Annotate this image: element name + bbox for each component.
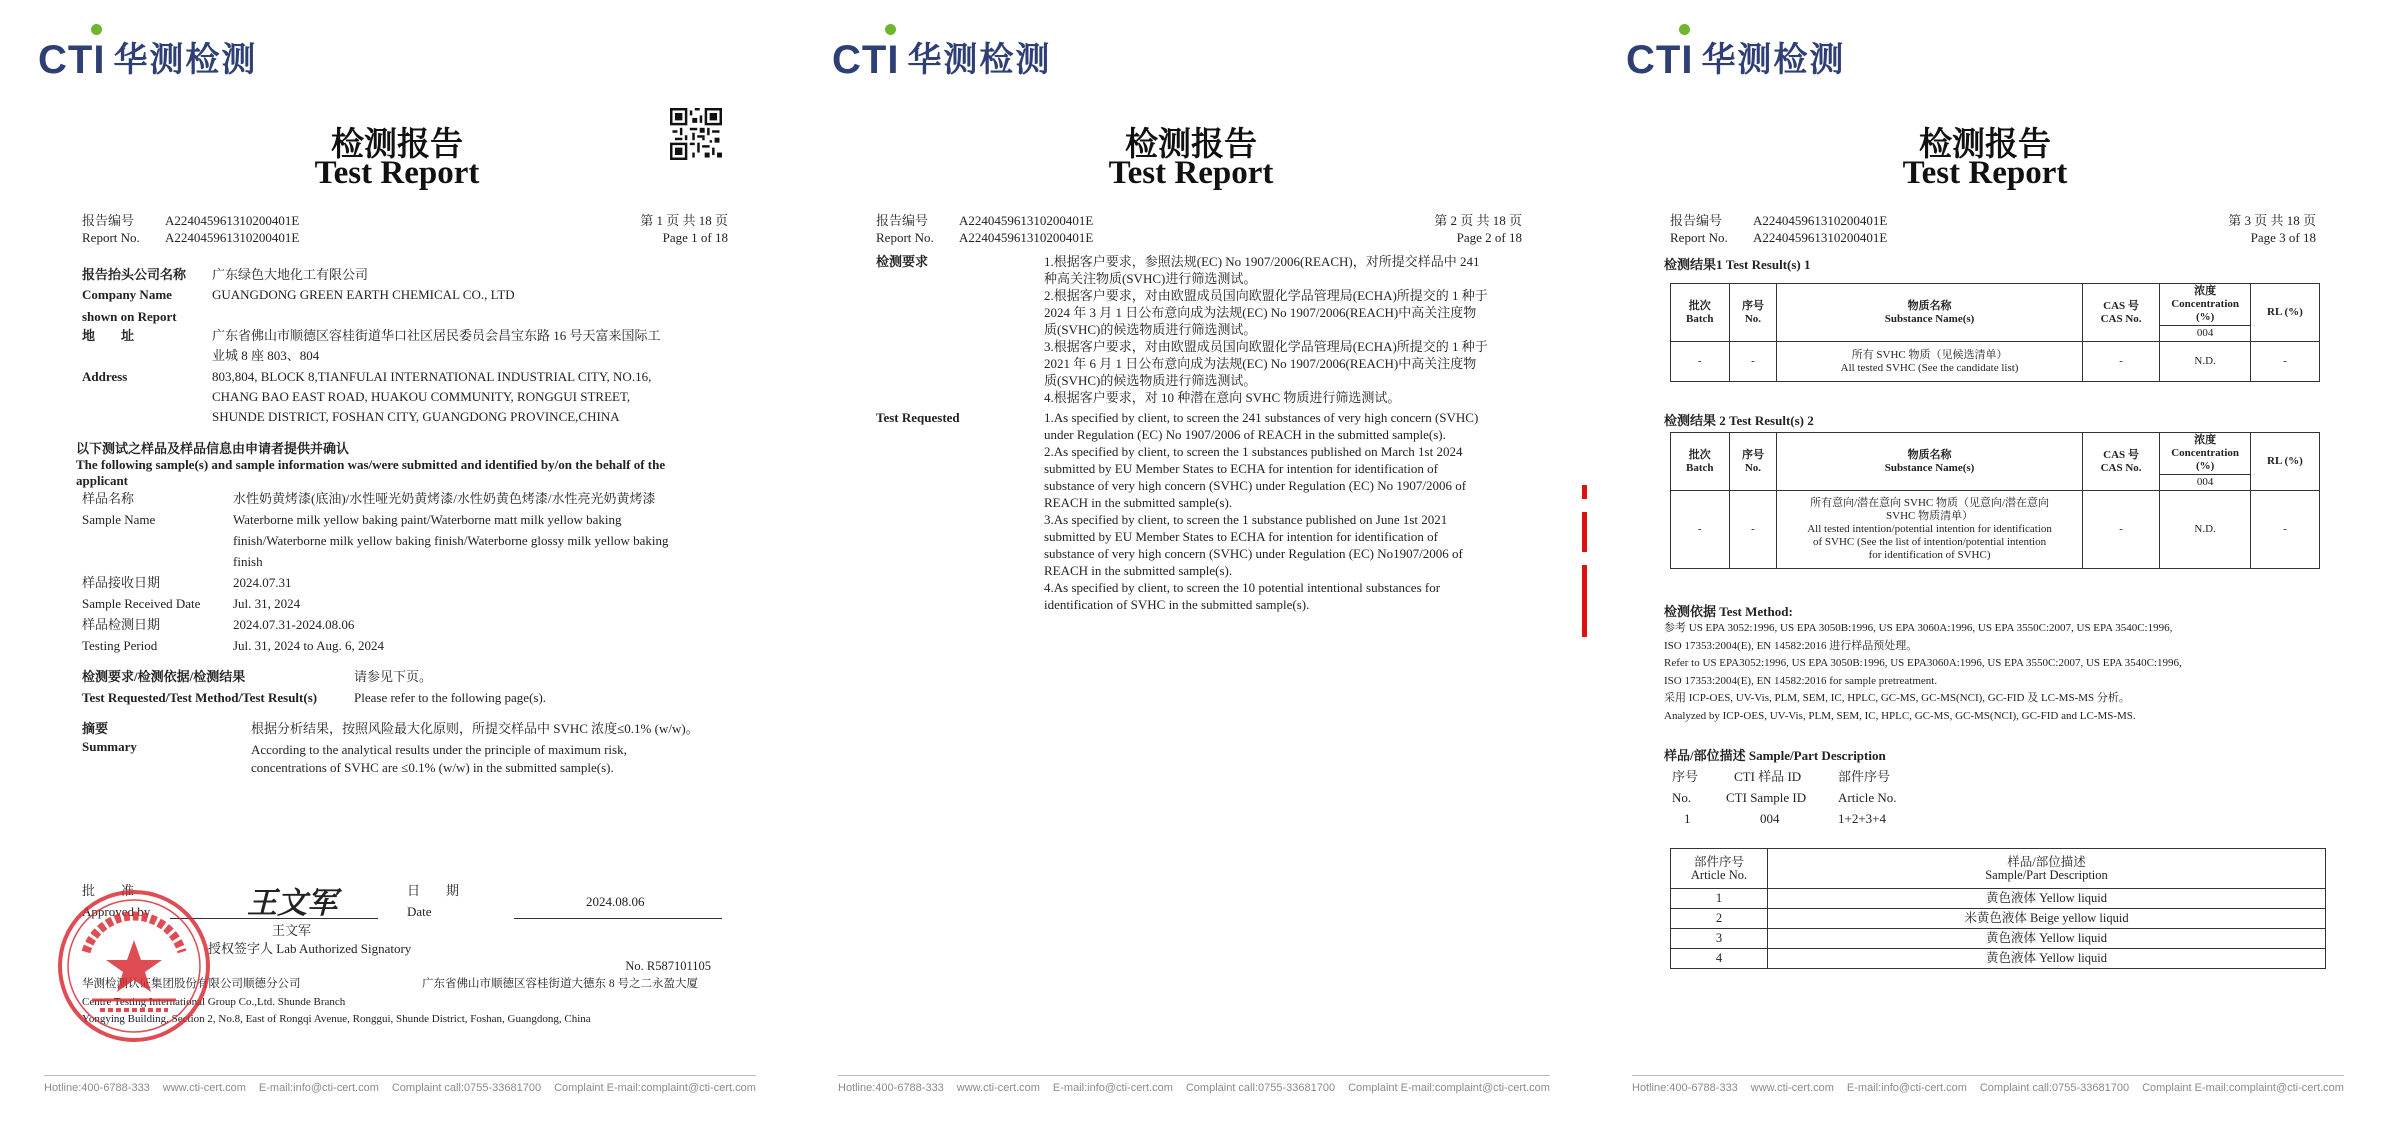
requirement-en-line: 1.As specified by client, to screen the 241 substances of very high concern (SVHC) [1044,410,1479,425]
summary-label-en: Summary [82,739,137,754]
footer-complaint-call: Complaint call:0755-33681700 [1185,1082,1336,1094]
header-no-cn: 序号 [1741,448,1764,461]
logo-text: CTI [1626,38,1694,82]
date-label-en: Date [407,904,432,919]
requirements-label-en: Test Requested/Test Method/Test Result(s) [82,690,318,705]
cell-substance-en-3: for identification of SVHC) [1868,549,1991,561]
signatory-name: 王文军 [272,923,312,938]
sample-description-title: 样品/部位描述 Sample/Part Description [1664,748,1886,763]
test-method-line: 参考 US EPA 3052:1996, US EPA 3050B:1996, US EPA 3060A:1996, US EPA 3550C:2007, US EPA 3540C:1996, [1664,622,2173,634]
testing-value-cn: 2024.07.31-2024.08.06 [233,617,355,632]
requirement-cn-line: 1.根据客户要求，参照法规(EC) No 1907/2006(REACH)，对所提交样品中 241 [1044,254,1480,269]
header-batch-cn: 批次 [1688,299,1711,312]
header-rl: RL (%) [2250,284,2319,342]
header-cas-en: CAS No. [2100,461,2142,474]
header-no-cn: 序号 [1741,299,1764,312]
footer-website: www.cti-cert.com [1750,1082,1834,1094]
page-edge-mark [1582,565,1587,637]
report-no-label-cn: 报告编号 [1670,213,1723,228]
date-line [514,918,722,919]
test-method-line: Analyzed by ICP-OES, UV-Vis, PLM, SEM, IC, HPLC, GC-MS, GC-MS(NCI), GC-FID and LC-MS-MS. [1664,709,2136,722]
page-number-cn: 第 2 页 共 18 页 [1434,213,1522,228]
date-value: 2024.08.06 [586,894,645,909]
desc-row-no: 1 [1684,811,1691,826]
summary-en-1: According to the analytical results under the principle of maximum risk, [251,742,627,757]
cell-batch: - [1671,491,1730,569]
report-no-value-en: A2240459613102004​01E [959,230,1094,245]
requirement-en-line: substance of very high concern (SVHC) under Regulation (EC) No1907/2006 of [1044,546,1463,561]
header-substance-cn: 物质名称 [1907,299,1952,312]
desc-row-id: 004 [1760,811,1780,826]
header-no-en: No. [1744,461,1762,474]
requirement-en-line: 2.As specified by client, to screen the 1 substances published on March 1st 2024 [1044,444,1463,459]
page-number-en: Page 3 of 18 [2250,230,2316,245]
cell-cas: - [2082,491,2160,569]
footer-hotline: Hotline:400-6788-333 [838,1082,944,1094]
part-no: 2 [1671,909,1768,929]
sample-name-label-cn: 样品名称 [82,491,135,506]
report-no-value-en: A2240459613102004​01E [165,230,300,245]
result-2-title: 检测结果 2 Test Result(s) 2 [1664,413,1814,428]
cell-no: - [1729,491,1777,569]
header-batch-cn: 批次 [1688,448,1711,461]
title-en: Test Report [1108,155,1274,191]
footer-complaint-email: Complaint E-mail:complaint@cti-cert.com [1348,1082,1550,1094]
logo-dot-icon [91,24,102,35]
received-label-en: Sample Received Date [82,596,201,611]
requirement-en-line: REACH in the submitted sample(s). [1044,495,1233,510]
page-number-en: Page 2 of 18 [1456,230,1522,245]
sample-name-en-1: Waterborne milk yellow baking paint/Waterborne matt milk yellow baking [233,512,622,527]
page-footer [44,1075,756,1094]
test-method-title: 检测依据 Test Method: [1664,604,1793,619]
logo-dot-icon [1679,24,1690,35]
desc-header-no-en: No. [1672,790,1692,805]
company-name-en: GUANGDONG GREEN EARTH CHEMICAL CO., LTD [212,287,515,302]
address-en-3: SHUNDE DISTRICT, FOSHAN CITY, GUANGDONG PROVINCE,CHINA [212,409,620,424]
red-seal-stamp-icon [56,888,212,1044]
footer-complaint-call: Complaint call:0755-33681700 [1979,1082,2130,1094]
address-en-1: 803,804, BLOCK 8,TIANFULAI INTERNATIONAL INDUSTRIAL CITY, NO.16, [212,369,652,384]
cti-logo [832,30,1051,80]
cell-rl: - [2250,491,2319,569]
header-no-en: No. [1744,312,1762,325]
test-method-line: 采用 ICP-OES, UV-Vis, PLM, SEM, IC, HPLC, GC-MS, GC-MS(NCI), GC-FID 及 LC-MS-MS 分析。 [1664,692,2130,704]
report-no-value: A2240459613102004​01E [1753,213,1888,228]
company-name-cn: 广东绿色大地化工有限公司 [212,267,369,282]
report-page-1 [0,0,794,1123]
sample-intro-en-1: The following sample(s) and sample information was/were submitted and identified by/on the behalf of the [76,457,666,472]
test-method-line: ISO 17353:2004(E), EN 14582:2016 进行样品预处理。 [1664,639,1918,652]
part-header-desc-cn: 样品/部位描述 [2007,854,2086,869]
issuer-cn: 华测检测认证集团股份有限公司顺德分公司 [82,978,301,990]
requirement-en-line: substance of very high concern (SVHC) under Regulation (EC) No 1907/2006 of [1044,478,1467,493]
address-cn-2: 业城 8 座 803、804 [212,348,320,363]
report-no-label-en: Report No. [82,230,140,245]
report-no-label-cn: 报告编号 [876,213,929,228]
footer-complaint-email: Complaint E-mail:complaint@cti-cert.com [554,1082,756,1094]
header-conc-unit: (%) [2195,311,2215,323]
cell-no: - [1729,342,1777,382]
table-row [1671,889,2326,909]
report-no-value-en: A2240459613102004​01E [1753,230,1888,245]
part-desc: 黄色液体 Yellow liquid [1768,889,2326,909]
test-method-line: ISO 17353:2004(E), EN 14582:2016 for sample pretreatment. [1664,674,1938,687]
requirement-en-line: 4.As specified by client, to screen the 10 potential intentional substances for [1044,580,1441,595]
report-no-value: A2240459613102004​01E [165,213,300,228]
table-row [1671,929,2326,949]
title-en: Test Report [314,155,480,191]
requirement-cn-line: 2024 年 3 月 1 日公布意向成为法规(EC) No 1907/2006(REACH)中高关注度物 [1044,305,1477,320]
report-no-label-en: Report No. [1670,230,1728,245]
test-requested-label-cn: 检测要求 [876,254,929,269]
title-cn: 检测报告 [1919,124,2051,163]
testing-label-cn: 样品检测日期 [82,617,161,632]
summary-en-2: concentrations of SVHC are ≤0.1% (w/w) in the submitted sample(s). [251,760,614,775]
cti-logo [38,30,257,80]
handwritten-signature: 王文军 [247,886,337,921]
cell-batch: - [1671,342,1730,382]
report-no-label-cn: 报告编号 [82,213,135,228]
desc-header-article-en: Article No. [1838,790,1897,805]
part-no: 1 [1671,889,1768,909]
desc-header-article-cn: 部件序号 [1838,769,1891,784]
table-row [1671,949,2326,969]
part-description-table [1670,848,2326,969]
logo-text: CTI [832,38,900,82]
requirement-en-line: 3.As specified by client, to screen the 1 substance published on June 1st 2021 [1044,512,1448,527]
result-1-title: 检测结果1 Test Result(s) 1 [1664,257,1811,272]
header-conc-cn: 浓度 [2194,285,2217,297]
part-header-article-en: Article No. [1690,867,1748,882]
footer-hotline: Hotline:400-6788-333 [44,1082,150,1094]
requirements-cn-list [1044,253,1564,406]
requirement-cn-line: 2021 年 6 月 1 日公布意向成为法规(EC) No 1907/2006(REACH)中高关注度物 [1044,356,1477,371]
header-sample-id: 004 [2160,475,2250,491]
test-method-list [1664,620,2364,725]
page-number-cn: 第 1 页 共 18 页 [640,213,728,228]
header-substance-en: Substance Name(s) [1884,461,1975,474]
part-desc: 黄色液体 Yellow liquid [1768,929,2326,949]
address-label-cn: 地 址 [82,328,135,343]
requirements-en-list [1044,409,1564,613]
desc-header-no-cn: 序号 [1672,769,1699,784]
part-header-article-cn: 部件序号 [1693,854,1744,869]
report-page-3 [1588,0,2382,1123]
received-value-cn: 2024.07.31 [233,575,292,590]
footer-email: E-mail:info@cti-cert.com [1846,1082,1967,1094]
page-edge-mark [1582,485,1587,499]
requirement-en-line: REACH in the submitted sample(s). [1044,563,1233,578]
report-no-value: A2240459613102004​01E [959,213,1094,228]
desc-header-id-cn: CTI 样品 ID [1734,769,1802,784]
desc-header-id-en: CTI Sample ID [1726,790,1807,805]
sample-name-cn: 水性奶黄烤漆(底油)/水性哑光奶黄烤漆/水性奶黄色烤漆/水性亮光奶黄烤漆 [233,491,656,506]
title-en: Test Report [1902,155,2068,191]
testing-value-en: Jul. 31, 2024 to Aug. 6, 2024 [233,638,384,653]
address-cn-1: 广东省佛山市顺德区容桂街道华口社区居民委员会昌宝东路 16 号天富来国际工 [212,328,661,343]
company-label-en-2: shown on Report [82,309,177,324]
logo-dot-icon [885,24,896,35]
address-label-en: Address [82,369,128,384]
issuer-address-en: Yongying Building, Section 2, No.8, East of Rongqi Avenue, Ronggui, Shunde District, Foshan, Guangdong, China [82,1013,591,1025]
header-rl: RL (%) [2250,433,2319,491]
result-1-table [1670,283,2320,382]
sample-intro-cn: 以下测试之样品及样品信息由申请者提供并确认 [76,441,350,456]
requirement-cn-line: 种高关注物质(SVHC)进行筛选测试。 [1044,271,1257,286]
part-no: 3 [1671,929,1768,949]
cell-conc: N.D. [2160,342,2250,382]
requirement-cn-line: 质(SVHC)的候选物质进行筛选测试。 [1044,322,1257,337]
footer-website: www.cti-cert.com [956,1082,1040,1094]
summary-label-cn: 摘要 [82,721,109,736]
header-cas-cn: CAS 号 [2103,299,2139,312]
cell-substance-en: All tested SVHC (See the candidate list) [1840,361,2019,374]
issuer-en: Centre Testing International Group Co.,Ltd. Shunde Branch [82,996,346,1008]
header-cas-cn: CAS 号 [2103,448,2139,461]
logo-cn-text: 华测检测 [907,40,1052,80]
requirement-en-line: identification of SVHC in the submitted sample(s). [1044,597,1310,612]
cell-substance-en-1: All tested intention/potential intention for identification [1807,523,2052,535]
requirements-label-cn: 检测要求/检测依据/检测结果 [82,669,246,684]
cell-substance-cn-2: SVHC 物质清单） [1886,510,1974,522]
page-number-cn: 第 3 页 共 18 页 [2228,213,2316,228]
requirement-en-line: submitted by EU Member States to ECHA for intention for identification of [1044,529,1438,544]
test-requested-label-en: Test Requested [876,410,960,425]
summary-cn: 根据分析结果，按照风险最大化原则，所提交样品中 SVHC 浓度≤0.1% (w/w)。 [251,721,699,736]
part-desc: 米黄色液体 Beige yellow liquid [1768,909,2326,929]
header-cas-en: CAS No. [2100,312,2142,325]
logo-cn-text: 华测检测 [1701,40,1846,80]
cti-logo [1626,30,1845,80]
requirements-value-en: Please refer to the following page(s). [354,690,547,705]
cell-rl: - [2250,342,2319,382]
header-conc-unit: (%) [2195,460,2215,472]
company-label-cn: 报告抬头公司名称 [82,267,187,282]
address-en-2: CHANG BAO EAST ROAD, HUAKOU COMMUNITY, RONGGUI STREET, [212,389,631,404]
cell-conc: N.D. [2160,491,2250,569]
header-sample-id: 004 [2160,326,2250,342]
approved-label-cn: 批 准 [82,883,135,898]
sample-intro-en-2: applicant [76,473,129,488]
requirements-value-cn: 请参见下页。 [354,669,433,684]
requirement-en-line: under Regulation (EC) No 1907/2006 of REACH in the submitted sample(s). [1044,427,1446,442]
part-no: 4 [1671,949,1768,969]
page-footer [838,1075,1550,1094]
testing-label-en: Testing Period [82,638,158,653]
requirement-cn-line: 质(SVHC)的候选物质进行筛选测试。 [1044,373,1257,388]
header-conc-en: Concentration [2171,447,2240,459]
received-label-cn: 样品接收日期 [82,575,161,590]
cell-substance-en-2: of SVHC (See the list of intention/potential intention [1813,536,2047,548]
header-conc-cn: 浓度 [2194,434,2217,446]
part-header-desc-en: Sample/Part Description [1985,867,2108,882]
logo-cn-text: 华测检测 [113,40,258,80]
desc-row-article: 1+2+3+4 [1838,811,1886,826]
cell-substance-cn: 所有 SVHC 物质（见候选清单） [1851,348,2008,361]
header-substance-cn: 物质名称 [1907,448,1952,461]
result-2-table [1670,432,2320,569]
part-desc: 黄色液体 Yellow liquid [1768,949,2326,969]
page-footer [1632,1075,2344,1094]
sample-name-en-2: finish/Waterborne milk yellow baking finish/Waterborne glossy milk yellow baking [233,533,669,548]
logo-text: CTI [38,38,106,82]
table-row [1671,909,2326,929]
cell-substance-cn-1: 所有意向/潜在意向 SVHC 物质（见意向/潜在意向 [1810,497,2050,509]
received-value-en: Jul. 31, 2024 [233,596,301,611]
title-cn: 检测报告 [1125,124,1257,163]
footer-complaint-email: Complaint E-mail:complaint@cti-cert.com [2142,1082,2344,1094]
test-method-line: Refer to US EPA3052:1996, US EPA 3050B:1996, US EPA3060A:1996, US EPA 3550C:2007, US EPA 3540C:1996, [1664,657,2182,669]
signatory-title: 授权签字人 Lab Authorized Signatory [208,941,412,956]
page-number-en: Page 1 of 18 [662,230,728,245]
serial-number: No. R587101105 [625,959,711,973]
cell-cas: - [2082,342,2160,382]
report-page-2 [794,0,1588,1123]
footer-email: E-mail:info@cti-cert.com [1052,1082,1173,1094]
title-cn: 检测报告 [331,124,463,163]
requirement-cn-line: 4.根据客户要求，对 10 种潜在意向 SVHC 物质进行筛选测试。 [1044,390,1401,405]
date-label-cn: 日 期 [407,883,460,898]
footer-hotline: Hotline:400-6788-333 [1632,1082,1738,1094]
header-conc-en: Concentration [2171,298,2240,310]
sample-name-label-en: Sample Name [82,512,156,527]
footer-website: www.cti-cert.com [162,1082,246,1094]
requirement-cn-line: 3.根据客户要求，对由欧盟成员国向欧盟化学品管理局(ECHA)所提交的 1 种于 [1044,339,1488,354]
requirement-cn-line: 2.根据客户要求，对由欧盟成员国向欧盟化学品管理局(ECHA)所提交的 1 种于 [1044,288,1488,303]
header-batch-en: Batch [1686,312,1714,325]
header-batch-en: Batch [1686,461,1714,474]
requirement-en-line: submitted by EU Member States to ECHA for intention for identification of [1044,461,1438,476]
footer-email: E-mail:info@cti-cert.com [258,1082,379,1094]
header-substance-en: Substance Name(s) [1884,312,1975,325]
approved-label-en: Approved by [82,904,151,919]
footer-complaint-call: Complaint call:0755-33681700 [391,1082,542,1094]
sample-name-en-3: finish [233,554,263,569]
page-edge-mark [1582,512,1587,552]
company-label-en: Company Name [82,287,172,302]
report-no-label-en: Report No. [876,230,934,245]
issuer-address-cn: 广东省佛山市顺德区容桂街道大德东 8 号之二永盈大厦 [422,978,698,990]
